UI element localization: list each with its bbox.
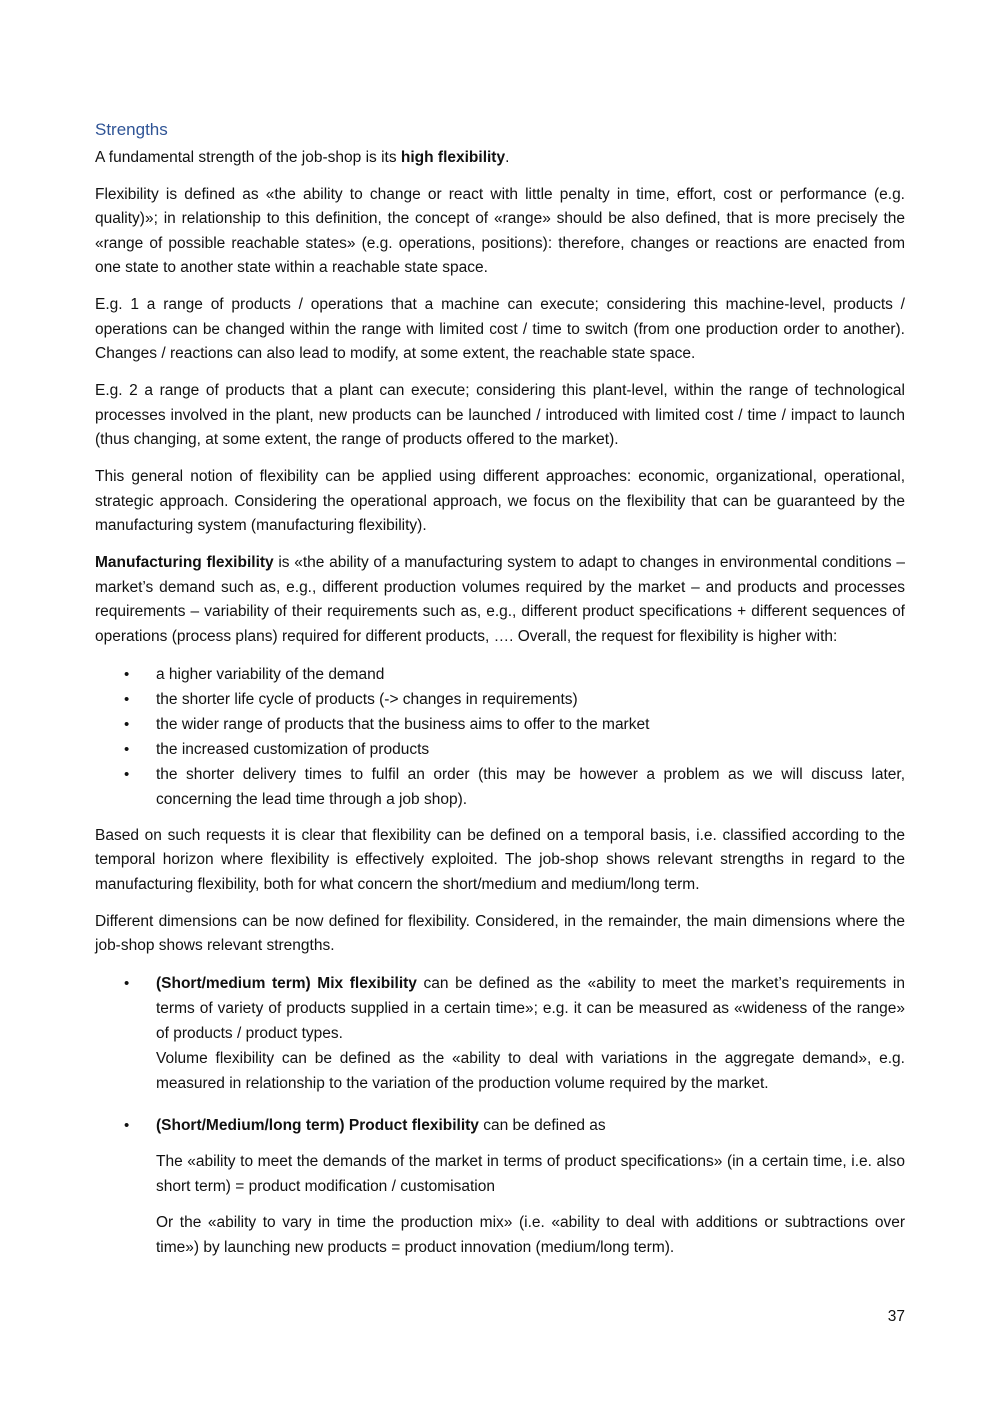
volume-flexibility-text: Volume flexibility can be defined as the «ability to deal with variations in the aggregate demand», e.g. measured in relationship to the variation of the production volume required by the market.: [156, 1050, 905, 1092]
section-heading: Strengths: [95, 120, 168, 139]
mix-flexibility-item: • (Short/medium term) Mix flexibility can be defined as the «ability to meet the market’s requirements in terms of variety of products supplied in a certain time»; e.g. it can be measured as «wideness of the range» of products / product types. Volume flexibility can be defined as the «ability to deal with variations in the aggregate demand», e.g. measured in relationship to the variation of the production volume required by the market.: [95, 971, 905, 1096]
document-page: [95, 118, 905, 1272]
dimensions-intro-paragraph: Different dimensions can be now defined for flexibility. Considered, in the remainder, the main dimensions where the job-shop shows relevant strengths.: [95, 912, 905, 954]
example-1-paragraph: E.g. 1 a range of products / operations that a machine can execute; considering this machine-level, products / operations can be changed within the range with limited cost / time to switch (from one production order to another). Changes / reactions can also lead to modify, at some extent, the reachable state space.: [95, 296, 905, 362]
intro-paragraph: A fundamental strength of the job-shop is its high flexibility.: [95, 149, 510, 166]
product-modification-definition: The «ability to meet the demands of the market in terms of product specifications» (in a certain time, i.e. also short term) = product modification / customisation: [156, 1153, 905, 1195]
flexibility-definition-paragraph: Flexibility is defined as «the ability to change or react with little penalty in time, effort, cost or performance (e.g. quality)»; in relationship to this definition, the concept of «range» should be also defined, that is more precisely the «range of possible reachable states» (e.g. operations, positions): therefore, changes or reactions are enacted from one state to another state within a reachable state space.: [95, 185, 905, 276]
approaches-paragraph: This general notion of flexibility can be applied using different approaches: economic, organizational, operational, strategic approach. Considering the operational approach, we focus on the flexibility that can be guaranteed by the manufacturing system (manufacturing flexibility).: [95, 468, 905, 534]
product-innovation-definition: Or the «ability to vary in time the production mix» (i.e. «ability to deal with additions or subtractions over time») by launching new products = product innovation (medium/long term).: [156, 1214, 905, 1256]
bullet-icon: •: [124, 765, 130, 783]
manufacturing-flexibility-term: Manufacturing flexibility: [95, 554, 274, 571]
list-item: • the increased customization of products: [95, 737, 905, 762]
temporal-basis-paragraph: Based on such requests it is clear that flexibility can be defined on a temporal basis, i.e. classified according to the temporal horizon where flexibility is effectively exploited. The job-shop shows relevant strengths in regard to the manufacturing flexibility, both for what concern the short/medium and medium/long term.: [95, 826, 905, 893]
list-item: • a higher variability of the demand: [95, 662, 905, 687]
bullet-icon: •: [124, 975, 130, 992]
product-flexibility-term: (Short/Medium/long term) Product flexibility: [156, 1117, 479, 1134]
product-flexibility-item: • (Short/Medium/long term) Product flexibility can be defined as: [95, 1113, 905, 1138]
bullet-icon: •: [124, 1117, 130, 1134]
mix-flexibility-term: (Short/medium term) Mix flexibility: [156, 975, 417, 992]
bullet-icon: •: [124, 665, 130, 683]
bullet-icon: •: [124, 690, 130, 708]
list-item: • the shorter delivery times to fulfil an order (this may be however a problem as we will discuss later, concerning the lead time through a job shop).: [95, 762, 905, 812]
bullet-icon: •: [124, 715, 130, 733]
flexibility-dimensions-list: [95, 971, 905, 1138]
page-number: 37: [887, 1308, 905, 1325]
list-item: • the wider range of products that the business aims to offer to the market: [95, 712, 905, 737]
product-flexibility-definitions: [95, 1150, 905, 1260]
example-2-paragraph: E.g. 2 a range of products that a plant can execute; considering this plant-level, within the range of technological processes involved in the plant, new products can be launched / introduced with limited cost / time / impact to launch (thus changing, at some extent, the range of products offered to the market).: [95, 382, 905, 448]
manufacturing-flexibility-paragraph: Manufacturing flexibility is «the ability of a manufacturing system to adapt to changes in environmental conditions – market’s demand such as, e.g., different production volumes required by the market – and products and processes requirements – variability of their requirements such as, e.g., different product specifications + different sequences of operations (process plans) required for different products, …. Overall, the request for flexibility is higher with:: [95, 554, 905, 645]
flexibility-drivers-list: [95, 662, 905, 812]
list-item: • the shorter life cycle of products (-> changes in requirements): [95, 687, 905, 712]
bullet-icon: •: [124, 740, 130, 758]
high-flexibility-emphasis: high flexibility: [400, 149, 506, 166]
